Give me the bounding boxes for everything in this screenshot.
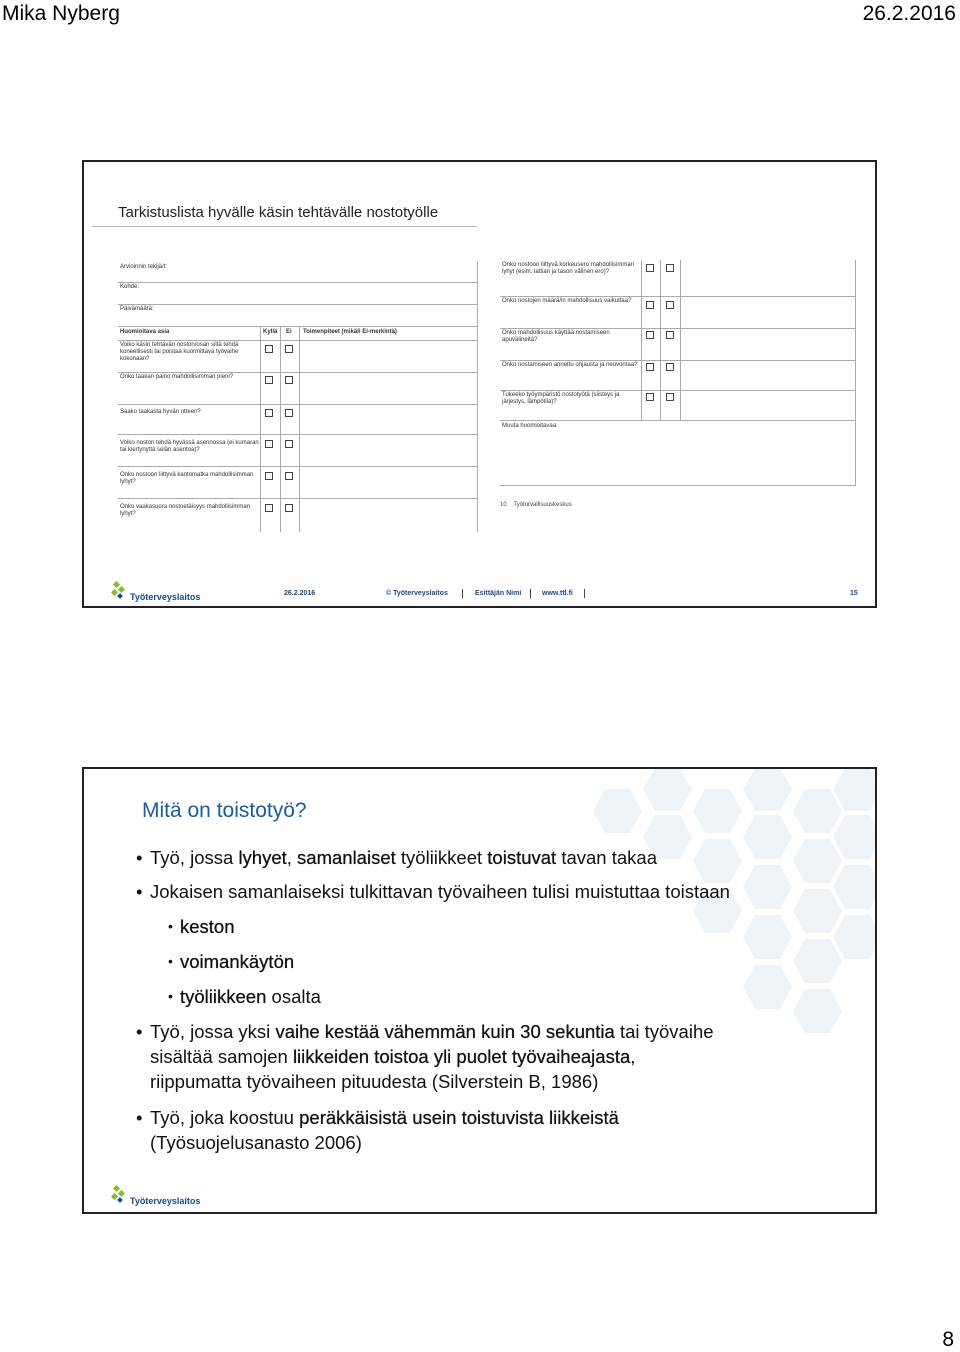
checkbox-no[interactable]	[285, 409, 293, 417]
bullet-icon: •	[136, 881, 143, 902]
checkbox-no[interactable]	[666, 363, 674, 371]
bullet-item: • Työ, jossa lyhyet, samanlaiset työliikkeet toistuvat tavan takaa	[136, 847, 657, 868]
logo-mark-icon	[110, 1184, 128, 1206]
footer-slide-number: 15	[850, 590, 858, 597]
divider	[280, 326, 281, 532]
bullet-icon: •	[136, 847, 143, 868]
slide1-footer	[84, 580, 875, 606]
bullet-item: • Työ, jossa yksi vaihe kestää vähemmän kuin 30 sekuntia tai työvaihe sisältää samojen liikkeiden toistoa yli puolet työvaiheajasta, riippumatta työvaiheen pituudesta (Silverstein B, 1986)	[136, 1021, 714, 1092]
page-number: 8	[942, 1328, 954, 1351]
divider	[299, 326, 300, 532]
slide-repetitive-work	[82, 767, 877, 1214]
page-ref: 10	[500, 502, 507, 508]
checkbox-no[interactable]	[285, 376, 293, 384]
checkbox-no[interactable]	[285, 472, 293, 480]
checkbox-yes[interactable]	[265, 409, 273, 417]
checkbox-yes[interactable]	[265, 472, 273, 480]
form-field: Arvioinnin tekijä/t:	[120, 264, 168, 270]
form-item: Onko vaakasuora nostoetäisyys mahdollisimman lyhyt?	[120, 504, 251, 517]
sub-bullet-item: • työliikkeen osalta	[168, 986, 321, 1007]
page-ref-org: Työturvallisuuskeskus	[513, 502, 572, 508]
form-item: Tukeeko työympäristö nostotyötä (siisteys ja järjestys, lämpötila)?	[502, 392, 620, 405]
checkbox-yes[interactable]	[265, 504, 273, 512]
checkbox-no[interactable]	[285, 345, 293, 353]
slide1-title: Tarkistuslista hyvälle käsin tehtävälle nostotyölle	[118, 204, 439, 221]
checkbox-no[interactable]	[666, 301, 674, 309]
divider	[477, 262, 478, 532]
bullet-icon: •	[136, 1107, 143, 1128]
footer-copyright: © Työterveyslaitos	[386, 590, 448, 597]
checkbox-yes[interactable]	[265, 440, 273, 448]
checklist-form-left	[118, 262, 478, 532]
footer-separator	[584, 589, 585, 598]
slide-checklist	[82, 160, 877, 608]
footer-separator	[462, 589, 463, 598]
bullet-icon: •	[168, 988, 173, 1004]
divider	[680, 260, 681, 420]
checkbox-yes[interactable]	[646, 264, 654, 272]
sub-bullet-item: • keston	[168, 916, 235, 937]
checkbox-no[interactable]	[666, 264, 674, 272]
checkbox-yes[interactable]	[646, 331, 654, 339]
ttl-logo	[110, 1184, 200, 1206]
divider	[260, 326, 261, 532]
form-field: Päivämäärä:	[120, 306, 154, 312]
form-item: Onko nostojen määrä/in mahdollisuus vaikuttaa?	[502, 298, 632, 304]
bullet-item: • Jokaisen samanlaiseksi tulkittavan työvaiheen tulisi muistuttaa toistaan	[136, 881, 730, 902]
checkbox-no[interactable]	[285, 440, 293, 448]
form-item: Onko nostoon liittyvä korkeusero mahdollisimman lyhyt (esim. lattian ja tason välinen ero)?	[502, 262, 635, 275]
bullet-icon: •	[168, 953, 173, 969]
form-item: Voiko noston tehdä hyvässä asennossa (ei kumaran tai kiertynyttä selän asentoa)?	[120, 440, 259, 453]
divider	[641, 260, 642, 420]
form-item: Voiko käsin tehtävän noston/osan siitä tehdä koneellisesti tai poistaa kuormittava työvaihe kokonaan?	[120, 342, 239, 362]
slide2-title: Mitä on toistotyö?	[142, 799, 307, 822]
sub-bullet-item: • voimankäytön	[168, 951, 295, 972]
footer-url[interactable]: www.ttl.fi	[542, 590, 573, 597]
divider	[855, 260, 856, 485]
checkbox-yes[interactable]	[646, 393, 654, 401]
footer-date: 26.2.2016	[284, 590, 316, 597]
checklist-form-right	[500, 260, 856, 485]
col-header-actions: Toimenpiteet (mikäli Ei-merkintä)	[303, 329, 397, 335]
checkbox-yes[interactable]	[646, 301, 654, 309]
logo-text: Työterveyslaitos	[130, 592, 201, 602]
form-item: Onko taakan paino mahdollisimman pieni?	[120, 374, 234, 380]
footer-separator	[530, 589, 531, 598]
checkbox-no[interactable]	[666, 393, 674, 401]
header-date: 26.2.2016	[862, 2, 956, 25]
footer-presenter: Esittäjän Nimi	[475, 590, 522, 597]
divider	[660, 260, 661, 420]
form-item: Onko nostoon liittyvä kantomatka mahdollisimman lyhyt?	[120, 472, 254, 485]
checkbox-no[interactable]	[285, 504, 293, 512]
checkbox-no[interactable]	[666, 331, 674, 339]
logo-text: Työterveyslaitos	[130, 1196, 201, 1206]
header-author: Mika Nyberg	[2, 2, 120, 25]
ttl-logo	[110, 580, 200, 602]
checkbox-yes[interactable]	[265, 345, 273, 353]
checkbox-yes[interactable]	[646, 363, 654, 371]
bullet-item: • Työ, joka koostuu peräkkäisistä usein toistuvista liikkeistä (Työsuojelusanasto 2006)	[136, 1107, 619, 1153]
logo-mark-icon	[110, 580, 128, 602]
form-item: Onko nostamiseen annettu ohjausta ja neuvontaa?	[502, 362, 638, 368]
form-item: Saako taakasta hyvän otteen?	[120, 409, 201, 415]
form-item: Onko mahdollisuus käyttää nostamiseen apuvälineitä?	[502, 330, 610, 343]
title-rule	[92, 226, 477, 227]
bullet-icon: •	[136, 1021, 143, 1042]
col-header-no: Ei	[286, 329, 292, 335]
checkbox-yes[interactable]	[265, 376, 273, 384]
form-field: Kohde:	[120, 284, 140, 290]
col-header-yes: Kyllä	[263, 329, 278, 335]
other-notes-label: Muuta huomioitavaa:	[502, 423, 558, 429]
col-header-item: Huomioitava asia	[120, 329, 170, 335]
bullet-icon: •	[168, 918, 173, 934]
